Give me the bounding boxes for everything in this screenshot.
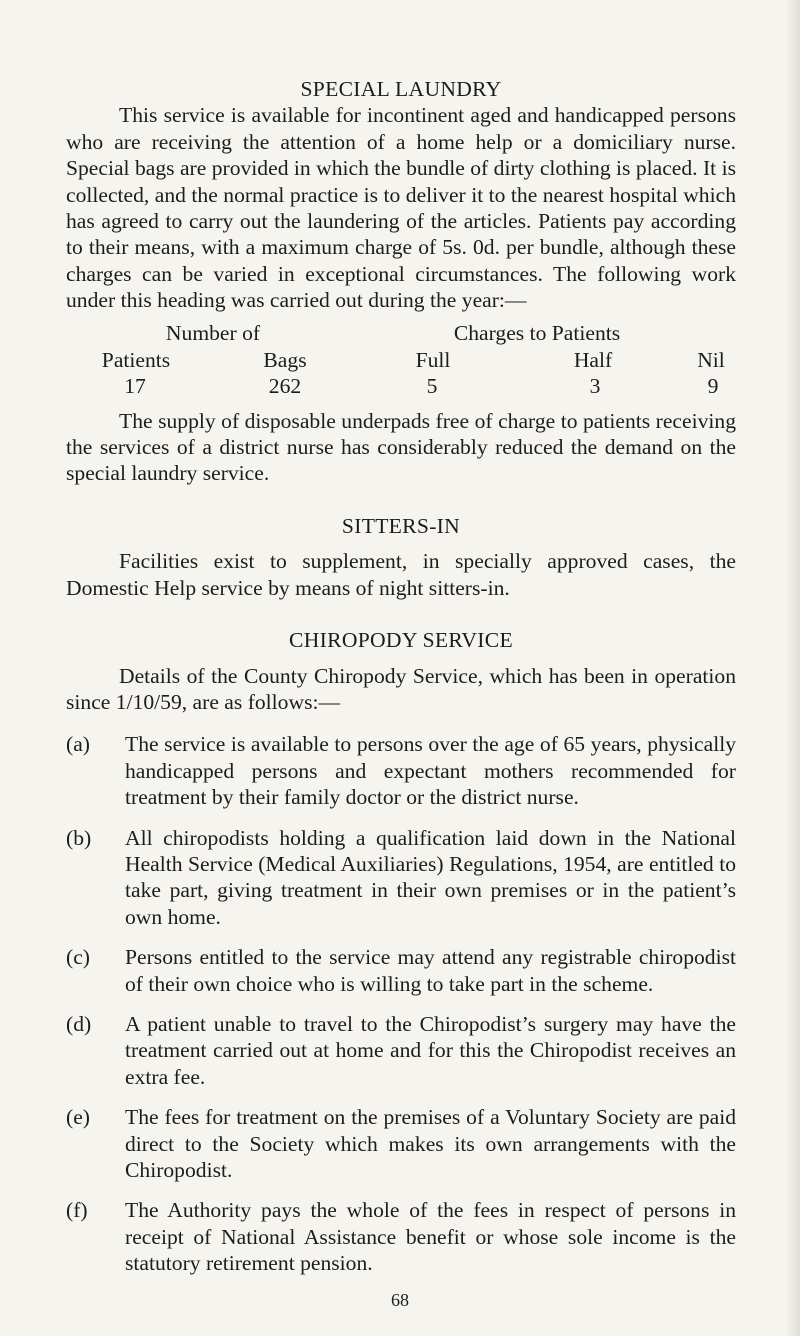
list-item-label: (e) — [66, 1105, 90, 1130]
list-item-text: The service is available to persons over the age of 65 years, physically handicapped persons and expectant mothers recommended for treatment by their family doctor or the district nurse. — [125, 732, 736, 810]
page-edge-shadow — [786, 0, 800, 1336]
table-value-nil: 9 — [707, 373, 719, 398]
chiropody-intro: Details of the County Chiropody Service, which has been in operation since 1/10/59, are as follows:— — [66, 663, 736, 714]
list-item — [66, 825, 736, 931]
list-item-label: (b) — [66, 825, 92, 850]
list-item — [66, 944, 736, 997]
list-item-label: (a) — [66, 732, 90, 757]
laundry-paragraph: This service is available for incontinent aged and handicapped persons who are receiving the attention of a home help or a domiciliary nurse. Special bags are provided in which the bundle of dirty clothing is placed. It is collected, and the normal practice is to deliver it to the nearest hospital which has agreed to carry out the laundering of the articles. Patients pay according to their means, with a maximum charge of 5s. 0d. per bundle, although these charges can be varied in exceptional circumstances. The following work under this heading was carried out during the year:— — [66, 103, 736, 313]
laundry-table — [66, 320, 736, 400]
table-value-patients: 17 — [124, 373, 146, 398]
list-item — [66, 1011, 736, 1090]
table-value-bags: 262 — [268, 373, 302, 398]
list-item-text: Persons entitled to the service may attend any registrable chiropodist of their own choice who is willing to take part in the scheme. — [125, 945, 736, 996]
list-item-text: The fees for treatment on the premises of a Voluntary Society are paid direct to the Society which makes its own arrangements with the Chiropodist. — [125, 1105, 736, 1182]
list-item-label: (f) — [66, 1198, 88, 1223]
underpads-paragraph: The supply of disposable underpads free of charge to patients receiving the services of a district nurse has considerably reduced the demand on the special laundry service. — [66, 408, 736, 486]
list-item-label: (d) — [66, 1011, 92, 1036]
list-item — [66, 1104, 736, 1183]
table-group-number-of: Number of — [165, 320, 261, 345]
list-item — [66, 731, 736, 810]
list-item-text: All chiropodists holding a qualification laid down in the National Health Service (Medical Auxiliaries) Regulations, 1954, are entitled to take part, giving treatment in their own premises or in the patient’s own home. — [125, 825, 736, 929]
sitters-paragraph: Facilities exist to supplement, in specially approved cases, the Domestic Help service by means of night sitters-in. — [66, 549, 736, 600]
heading-special-laundry: SPECIAL LAUNDRY — [300, 77, 502, 101]
table-header-full: Full — [415, 347, 451, 372]
table-value-half: 3 — [589, 373, 601, 398]
table-group-charges: Charges to Patients — [453, 320, 621, 345]
page-number: 68 — [391, 1290, 409, 1310]
list-item-label: (c) — [66, 945, 90, 970]
heading-chiropody-service: CHIROPODY SERVICE — [289, 628, 513, 653]
document-page — [66, 76, 736, 1291]
list-item-text: The Authority pays the whole of the fees in respect of persons in receipt of National Assistance benefit or whose sole income is the statutory retirement pension. — [125, 1198, 736, 1276]
heading-sitters-in: SITTERS-IN — [341, 513, 461, 538]
chiropody-list — [66, 731, 736, 1276]
table-header-bags: Bags — [263, 347, 307, 372]
list-item — [66, 1197, 736, 1276]
table-header-half: Half — [573, 347, 613, 372]
table-value-full: 5 — [426, 373, 438, 398]
table-header-nil: Nil — [697, 347, 725, 372]
table-header-patients: Patients — [101, 347, 171, 372]
list-item-text: A patient unable to travel to the Chiropodist’s surgery may have the treatment carried out at home and for this the Chiropodist receives an extra fee. — [125, 1011, 736, 1089]
